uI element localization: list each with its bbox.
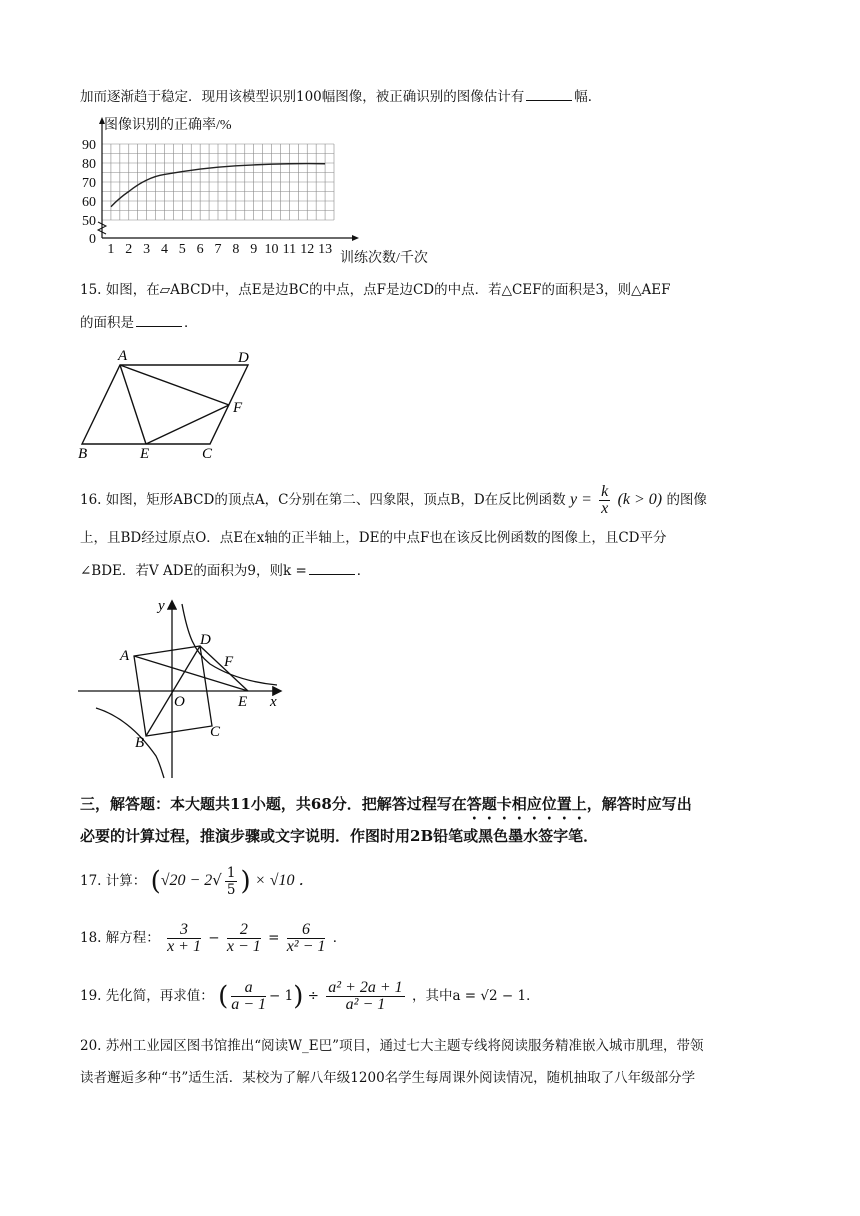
q18-f2-den: x − 1 (226, 938, 261, 955)
section3-emphasis: 答题卡相应位置上 (466, 795, 587, 813)
segment-ef (146, 405, 229, 444)
q17-expr-b: × √10 ． (254, 872, 315, 889)
q19-fraction-1 (231, 980, 266, 1013)
chart-grid (102, 144, 334, 220)
y-tick-label: 50 (82, 214, 96, 229)
x-tick-label: 1 (107, 242, 115, 257)
q17-lparen: ( (150, 866, 161, 897)
q18-label: 18. 解方程： (80, 930, 160, 946)
parallelogram-figure (72, 344, 272, 462)
q15-line2-tail: ． (184, 315, 198, 331)
q16-func-lhs: y = (569, 491, 592, 508)
x-tick-label: 2 (125, 242, 133, 257)
q16-line1-a: 16. 如图，矩形ABCD的顶点A，C分别在第二、四象限，顶点B，D在反比例函数 (80, 492, 566, 508)
q18-f1-num: 3 (167, 922, 201, 939)
q19-f1-den: a − 1 (231, 996, 267, 1013)
q17-expr-a: √20 − 2 (160, 872, 213, 889)
q17-frac-den: 5 (226, 882, 236, 898)
x-tick-label: 6 (196, 242, 204, 257)
q15-line2-text: 的面积是 (80, 315, 134, 331)
q16-line3-text: ∠BDE．若V ADE的面积为9，则k = (80, 563, 307, 579)
q19-fraction-2 (326, 980, 404, 1013)
answer-blank (136, 312, 182, 327)
q16-line3-tail: ． (356, 563, 371, 579)
q16-line3 (80, 560, 370, 581)
x-tick-label: 10 (264, 242, 279, 257)
chart-axes (98, 117, 359, 241)
y-tick-label: 0 (89, 232, 96, 247)
q18-minus: − (208, 930, 220, 946)
section3-text-a: 三，解答题：本大题共11小题，共68分．把解答过程写在 (80, 795, 467, 813)
label-o: O (174, 694, 185, 710)
q18-f2-num: 2 (227, 922, 261, 939)
q18-fraction-2 (227, 922, 261, 955)
label-c: C (210, 724, 221, 740)
chart-ylabel: 图像识别的正确率/% (104, 118, 232, 133)
q18-line (80, 918, 346, 958)
label-a: A (118, 348, 128, 364)
q14-tail: 幅． (574, 89, 602, 105)
label-d: D (200, 632, 211, 648)
q18-fraction-3 (287, 922, 326, 955)
q16-line2: 上，且BD经过原点O．点E在x轴的正半轴上，DE的中点F也在该反比例函数的图像上，且CD平分 (80, 530, 667, 546)
q16-func-cond: (k > 0) (617, 491, 663, 508)
x-tick-label: 12 (300, 242, 315, 257)
q15-line2 (80, 312, 198, 333)
q16-func-fraction (599, 484, 610, 517)
q16-func-num: k (601, 483, 609, 500)
y-tick-label: 70 (82, 176, 96, 191)
q19-divide: ÷ (307, 988, 319, 1004)
q17-rparen: ) (240, 866, 251, 897)
x-tick-label: 9 (250, 242, 258, 257)
q19-f1-num: a (231, 980, 266, 997)
q19-rparen: ) (293, 981, 304, 1012)
section3-text-c: ，解答时应写出 (586, 795, 692, 813)
q16-func-den: x (601, 500, 609, 517)
segment-ae (120, 365, 146, 444)
q18-equals: = (268, 930, 280, 946)
label-b: B (78, 446, 88, 462)
q19-label: 19. 先化简，再求值： (80, 988, 214, 1004)
q17-line: 17. 计算： (√20 − 2√ $\frac{1}{5}$ ) × √10 ． (80, 865, 315, 898)
x-tick-label: 8 (232, 242, 240, 257)
x-tick-label: 13 (318, 242, 333, 257)
answer-blank (309, 560, 355, 575)
x-tick-label: 3 (143, 242, 151, 257)
q17-frac-num: 1 (226, 865, 236, 881)
accuracy-chart (72, 116, 462, 266)
q16-line1 (80, 480, 707, 520)
axis-break (98, 222, 106, 234)
label-e: E (238, 694, 248, 710)
q19-condition: ，其中a = √2 − 1． (411, 988, 540, 1004)
segment-af (120, 365, 229, 405)
q14-text: 加而逐渐趋于稳定．现用该模型识别100幅图像，被正确识别的图像估计有 (80, 89, 525, 105)
q19-f2-num: a² + 2a + 1 (328, 979, 403, 996)
q18-f1-den: x + 1 (167, 938, 201, 955)
section3-line1 (80, 794, 692, 823)
x-tick-label: 5 (178, 242, 186, 257)
q18-end: ． (332, 930, 347, 946)
hyperbola-branch-2 (96, 708, 164, 778)
q17-label: 17. 计算： (80, 873, 147, 889)
hyperbola-figure (72, 596, 292, 782)
q18-f3-den: x² − 1 (286, 938, 326, 955)
x-tick-label: 11 (282, 242, 297, 257)
parallelogram-abcd (82, 365, 248, 444)
q18-f3-num: 6 (287, 922, 326, 939)
x-tick-label: 7 (214, 242, 222, 257)
label-y: y (158, 598, 165, 614)
label-e: E (140, 446, 150, 462)
label-f: F (224, 654, 234, 670)
answer-blank (526, 86, 572, 101)
q19-minus-one: − 1 (269, 988, 294, 1004)
q16-line1-b: 的图像 (666, 492, 707, 508)
q19-f2-den: a² − 1 (345, 996, 386, 1013)
q18-fraction-1 (167, 922, 201, 955)
q19-lparen: ( (218, 981, 229, 1012)
q17-fraction (225, 865, 238, 898)
label-b: B (135, 735, 145, 751)
q20-line1: 20. 苏州工业园区图书馆推出“阅读W_E巴”项目，通过七大主题专线将阅读服务精准嵌入城市肌理，带领 (80, 1038, 704, 1054)
q19-line (80, 976, 540, 1017)
label-d: D (238, 350, 249, 366)
label-x: x (270, 694, 277, 710)
q14-line (80, 86, 601, 107)
x-axis-arrow (352, 235, 359, 241)
label-f: F (233, 400, 243, 416)
y-tick-label: 90 (82, 138, 96, 153)
y-tick-label: 80 (82, 157, 96, 172)
q15-line1: 15. 如图，在▱ABCD中，点E是边BC的中点，点F是边CD的中点．若△CEF的面积是3，则△AEF (80, 282, 671, 298)
q20-line2: 读者邂逅多种“书”适生活．某校为了解八年级1200名学生每周课外阅读情况，随机抽取了八年级部分学 (80, 1070, 696, 1086)
label-a: A (120, 648, 130, 664)
label-c: C (202, 446, 213, 462)
chart-ticks (82, 138, 332, 257)
chart-xlabel: 训练次数/千次 (340, 251, 428, 266)
section3-line2: 必要的计算过程，推演步骤或文字说明．作图时用2B铅笔或黑色墨水签字笔． (80, 827, 599, 845)
y-tick-label: 60 (82, 195, 96, 210)
x-tick-label: 4 (160, 242, 168, 257)
